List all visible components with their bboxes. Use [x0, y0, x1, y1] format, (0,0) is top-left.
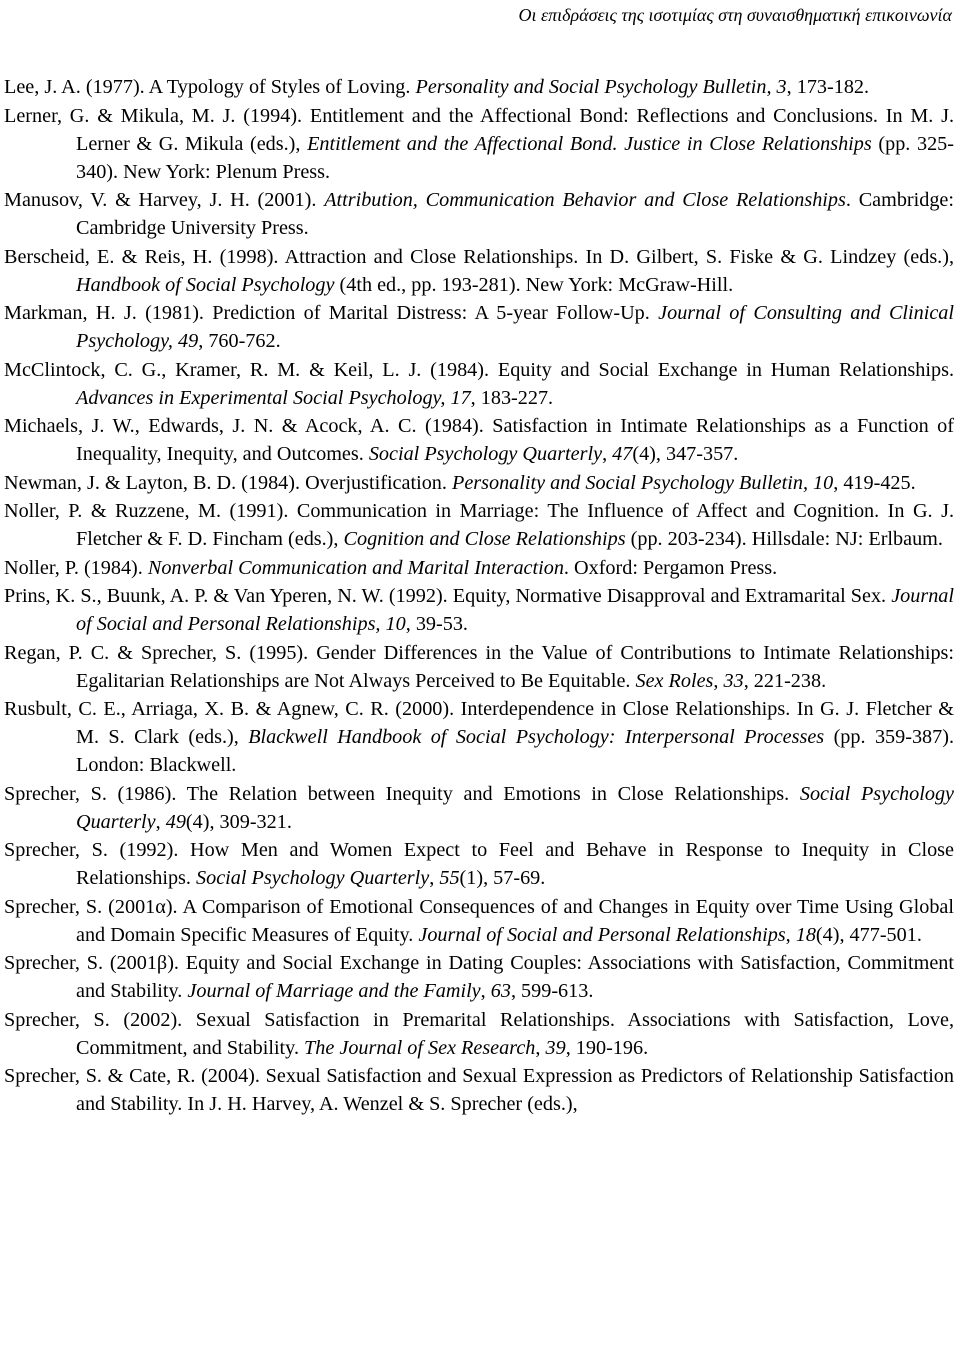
reference-book-title: Blackwell Handbook of Social Psychology: Interpersonal Processes	[248, 726, 825, 748]
reference-entry	[4, 412, 954, 468]
reference-pages: (pp. 203-234). Hillsdale: NJ: Erlbaum.	[625, 528, 943, 550]
reference-text: Markman, H. J. (1981). Prediction of Marital Distress: A 5-year Follow-Up.	[4, 302, 659, 324]
reference-entry	[4, 695, 954, 779]
reference-journal: Social Psychology Quarterly	[368, 443, 603, 465]
reference-journal: Advances in Experimental Social Psychology, 17	[76, 386, 471, 409]
reference-text: McClintock, C. G., Kramer, R. M. & Keil, L. J. (1984). Equity and Social Exchange in Human Relationships.	[4, 358, 954, 381]
reference-pages: (4th ed., pp. 193-281). New York: McGraw-Hill.	[334, 273, 734, 296]
reference-book-title: Handbook of Social Psychology	[76, 273, 335, 296]
reference-journal: Sex Roles	[635, 669, 714, 692]
reference-journal: Personality and Social Psychology Bulletin, 3	[415, 76, 787, 98]
reference-separator: ,	[535, 1036, 546, 1059]
reference-separator: ,	[429, 867, 440, 889]
reference-pages: , 221-238.	[743, 669, 827, 692]
reference-text: Sprecher, S. (1986). The Relation between Inequity and Emotions in Close Relationships.	[4, 782, 800, 805]
reference-text: Lee, J. A. (1977). A Typology of Styles of Loving.	[4, 76, 416, 98]
reference-book-title: Nonverbal Communication and Marital Interaction	[147, 556, 564, 579]
reference-pages: , 173-182.	[786, 76, 870, 98]
reference-entry	[4, 1006, 954, 1062]
reference-pages: (pp. 325-340). New York: Plenum Press.	[76, 132, 954, 183]
reference-text: Sprecher, S. & Cate, R. (2004). Sexual Satisfaction and Sexual Expression as Predictors of Relationship Satisfaction and Stability. In J. H. Harvey, A. Wenzel & S. Sprecher (eds.),	[4, 1065, 954, 1115]
reference-text: Noller, P. & Ruzzene, M. (1991). Communication in Marriage: The Influence of Affect and Cognition. In G. J. Fletcher & F. D. Fincham (eds.),	[4, 500, 954, 550]
reference-separator: ,	[480, 980, 491, 1002]
reference-pages: (4), 347-357.	[632, 443, 739, 465]
reference-pages: , 419-425.	[833, 471, 916, 494]
reference-entry	[4, 356, 954, 412]
reference-entry	[4, 497, 954, 553]
reference-pages: , 190-196.	[565, 1036, 649, 1059]
reference-entry	[4, 102, 954, 186]
reference-pages: , 183-227.	[470, 386, 554, 409]
reference-text: Sprecher, S. (2001α). A Comparison of Emotional Consequences of and Changes in Equity over Time Using Global and Domain Specific Measures of Equity.	[4, 895, 954, 946]
reference-entry	[4, 186, 954, 242]
reference-journal: Journal of Consulting and Clinical Psychology, 49	[76, 302, 954, 352]
reference-entry	[4, 299, 954, 355]
reference-pages: (4), 309-321.	[185, 810, 292, 833]
reference-list	[4, 73, 954, 1119]
reference-pages: , 39-53.	[405, 613, 468, 635]
reference-entry	[4, 554, 954, 582]
reference-text: Lerner, G. & Mikula, M. J. (1994). Entitlement and the Affectional Bond: Reflections and Conclusions. In M. J. Lerner & G. Mikula (eds.),	[4, 104, 954, 155]
reference-entry	[4, 780, 954, 836]
reference-separator: ,	[713, 669, 724, 692]
reference-volume: 63	[490, 980, 511, 1002]
reference-volume: 33	[723, 669, 744, 692]
reference-text: Michaels, J. W., Edwards, J. N. & Acock, A. C. (1984). Satisfaction in Intimate Relationships as a Function of Inequality, Inequity, and Outcomes.	[4, 415, 954, 465]
reference-entry	[4, 243, 954, 299]
reference-text: Sprecher, S. (1992). How Men and Women Expect to Feel and Behave in Response to Inequity in Close Relationships.	[4, 839, 954, 889]
reference-entry	[4, 639, 954, 695]
reference-pages: (4), 477-501.	[815, 923, 922, 946]
reference-journal: Journal of Marriage and the Family	[187, 980, 481, 1002]
reference-text: Noller, P. (1984).	[4, 556, 148, 579]
reference-text: Prins, K. S., Buunk, A. P. & Van Yperen, N. W. (1992). Equity, Normative Disapproval and Extramarital Sex.	[4, 585, 892, 607]
reference-book-title: Cognition and Close Relationships	[343, 528, 626, 550]
reference-entry	[4, 949, 954, 1005]
reference-pages: (1), 57-69.	[459, 867, 546, 889]
reference-volume: 49	[165, 810, 186, 833]
reference-entry	[4, 469, 954, 497]
reference-journal: Social Psychology Quarterly	[196, 867, 430, 889]
reference-journal: Journal of Social and Personal Relationships	[418, 923, 786, 946]
reference-text: Manusov, V. & Harvey, J. H. (2001).	[4, 189, 325, 211]
reference-pages: (pp. 359-387). London: Blackwell.	[76, 726, 954, 776]
reference-volume: 39	[545, 1036, 566, 1059]
reference-journal: Social Psychology Quarterly	[76, 782, 955, 833]
reference-volume: 18	[795, 923, 816, 946]
reference-publisher: . Oxford: Pergamon Press.	[563, 556, 778, 579]
reference-entry	[4, 1062, 954, 1118]
reference-separator: ,	[602, 443, 613, 465]
reference-publisher: . Cambridge: Cambridge University Press.	[76, 189, 955, 239]
reference-text: Sprecher, S. (2001β). Equity and Social Exchange in Dating Couples: Associations with Satisfaction, Commitment and Stability.	[4, 952, 954, 1002]
reference-book-title: Entitlement and the Affectional Bond. Justice in Close Relationships	[307, 132, 872, 155]
running-header-title: Οι επιδράσεις της ισοτιμίας στη συναισθηματική επικοινωνία	[518, 5, 952, 25]
reference-text: Newman, J. & Layton, B. D. (1984). Overjustification.	[4, 471, 452, 494]
reference-pages: , 599-613.	[510, 980, 594, 1002]
reference-separator: ,	[785, 923, 796, 946]
reference-journal: Journal of Social and Personal Relationships, 10	[76, 585, 954, 635]
reference-text: Rusbult, C. E., Arriaga, X. B. & Agnew, C. R. (2000). Interdependence in Close Relationships. In G. J. Fletcher & M. S. Clark (eds.),	[4, 698, 954, 748]
reference-journal: Personality and Social Psychology Bulletin, 10	[451, 471, 834, 494]
reference-text: Sprecher, S. (2002). Sexual Satisfaction in Premarital Relationships. Associations with Satisfaction, Love, Commitment, and Stability.	[4, 1008, 954, 1059]
reference-pages: , 760-762.	[198, 330, 281, 352]
reference-entry	[4, 73, 954, 101]
reference-volume: 47	[612, 443, 633, 465]
reference-separator: ,	[155, 810, 166, 833]
reference-volume: 55	[439, 867, 460, 889]
reference-text: Berscheid, E. & Reis, H. (1998). Attraction and Close Relationships. In D. Gilbert, S. Fiske & G. Lindzey (eds.),	[4, 245, 954, 268]
reference-text: Regan, P. C. & Sprecher, S. (1995). Gender Differences in the Value of Contributions to Intimate Relationships: Egalitarian Relationships are Not Always Perceived to Be Equitable.	[4, 641, 954, 692]
reference-entry	[4, 582, 954, 638]
reference-journal: The Journal of Sex Research	[304, 1036, 536, 1059]
reference-book-title: Attribution, Communication Behavior and Close Relationships	[324, 189, 846, 211]
reference-entry	[4, 836, 954, 892]
reference-entry	[4, 893, 954, 949]
